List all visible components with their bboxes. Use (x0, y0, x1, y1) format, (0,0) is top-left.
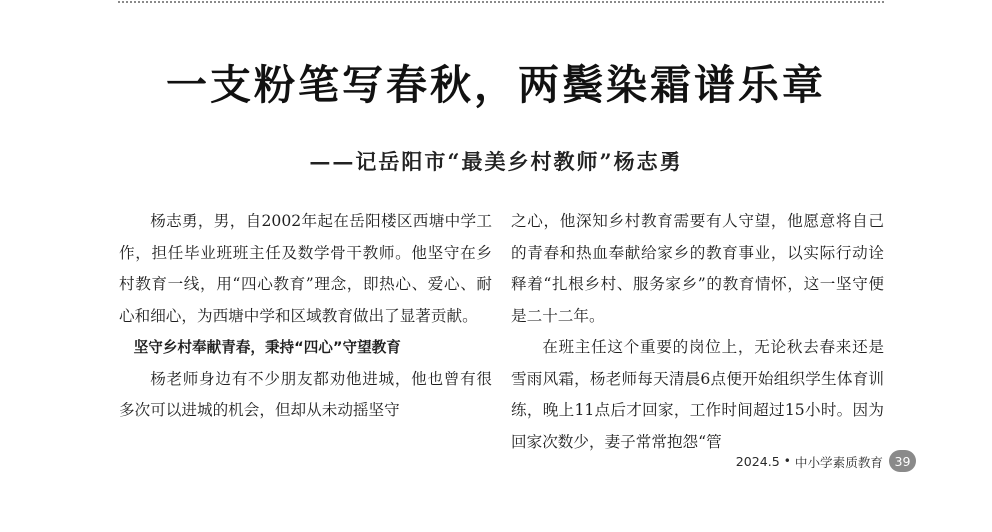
page-number-badge: 39 (889, 450, 916, 472)
left-column (119, 206, 492, 427)
top-dotted-rule (118, 1, 884, 3)
issue-date: 2024.5 (735, 453, 780, 469)
article-title: 一支粉笔写春秋，两鬓染霜谱乐章 (166, 61, 826, 109)
paragraph-friends: 杨老师身边有不少朋友都劝他进城，他也曾有很多次可以进城的机会，但却从未动摇坚守 (119, 369, 492, 419)
footer-separator: • (783, 454, 791, 468)
paragraph-intro: 杨志勇，男，自2002年起在岳阳楼区西塘中学工作，担任毕业班班主任及数学骨干教师。他坚守在乡村教育一线，用“四心教育”理念，即热心、爱心、耐心和细心，为西塘中学和区域教育做出了显著贡献。 (119, 212, 492, 325)
section-heading: 坚守乡村奉献青春，秉持“四心”守望教育 (133, 339, 401, 356)
right-column (511, 206, 884, 458)
page-footer (736, 449, 916, 473)
paragraph-continuation: 之心，他深知乡村教育需要有人守望，他愿意将自己的青春和热血奉献给家乡的教育事业，以实际行动诠释着“扎根乡村、服务家乡”的教育情怀，这一坚守便是二十二年。 (511, 212, 884, 325)
journal-name: 中小学素质教育 (794, 454, 883, 470)
article-subtitle: ——记岳阳市“最美乡村教师”杨志勇 (309, 149, 683, 174)
paragraph-class-teacher: 在班主任这个重要的岗位上，无论秋去春来还是雪雨风霜，杨老师每天清晨6点便开始组织学生体育训练，晚上11点后才回家，工作时间超过15小时。因为回家次数少，妻子常常抱怨“管 (511, 338, 884, 451)
